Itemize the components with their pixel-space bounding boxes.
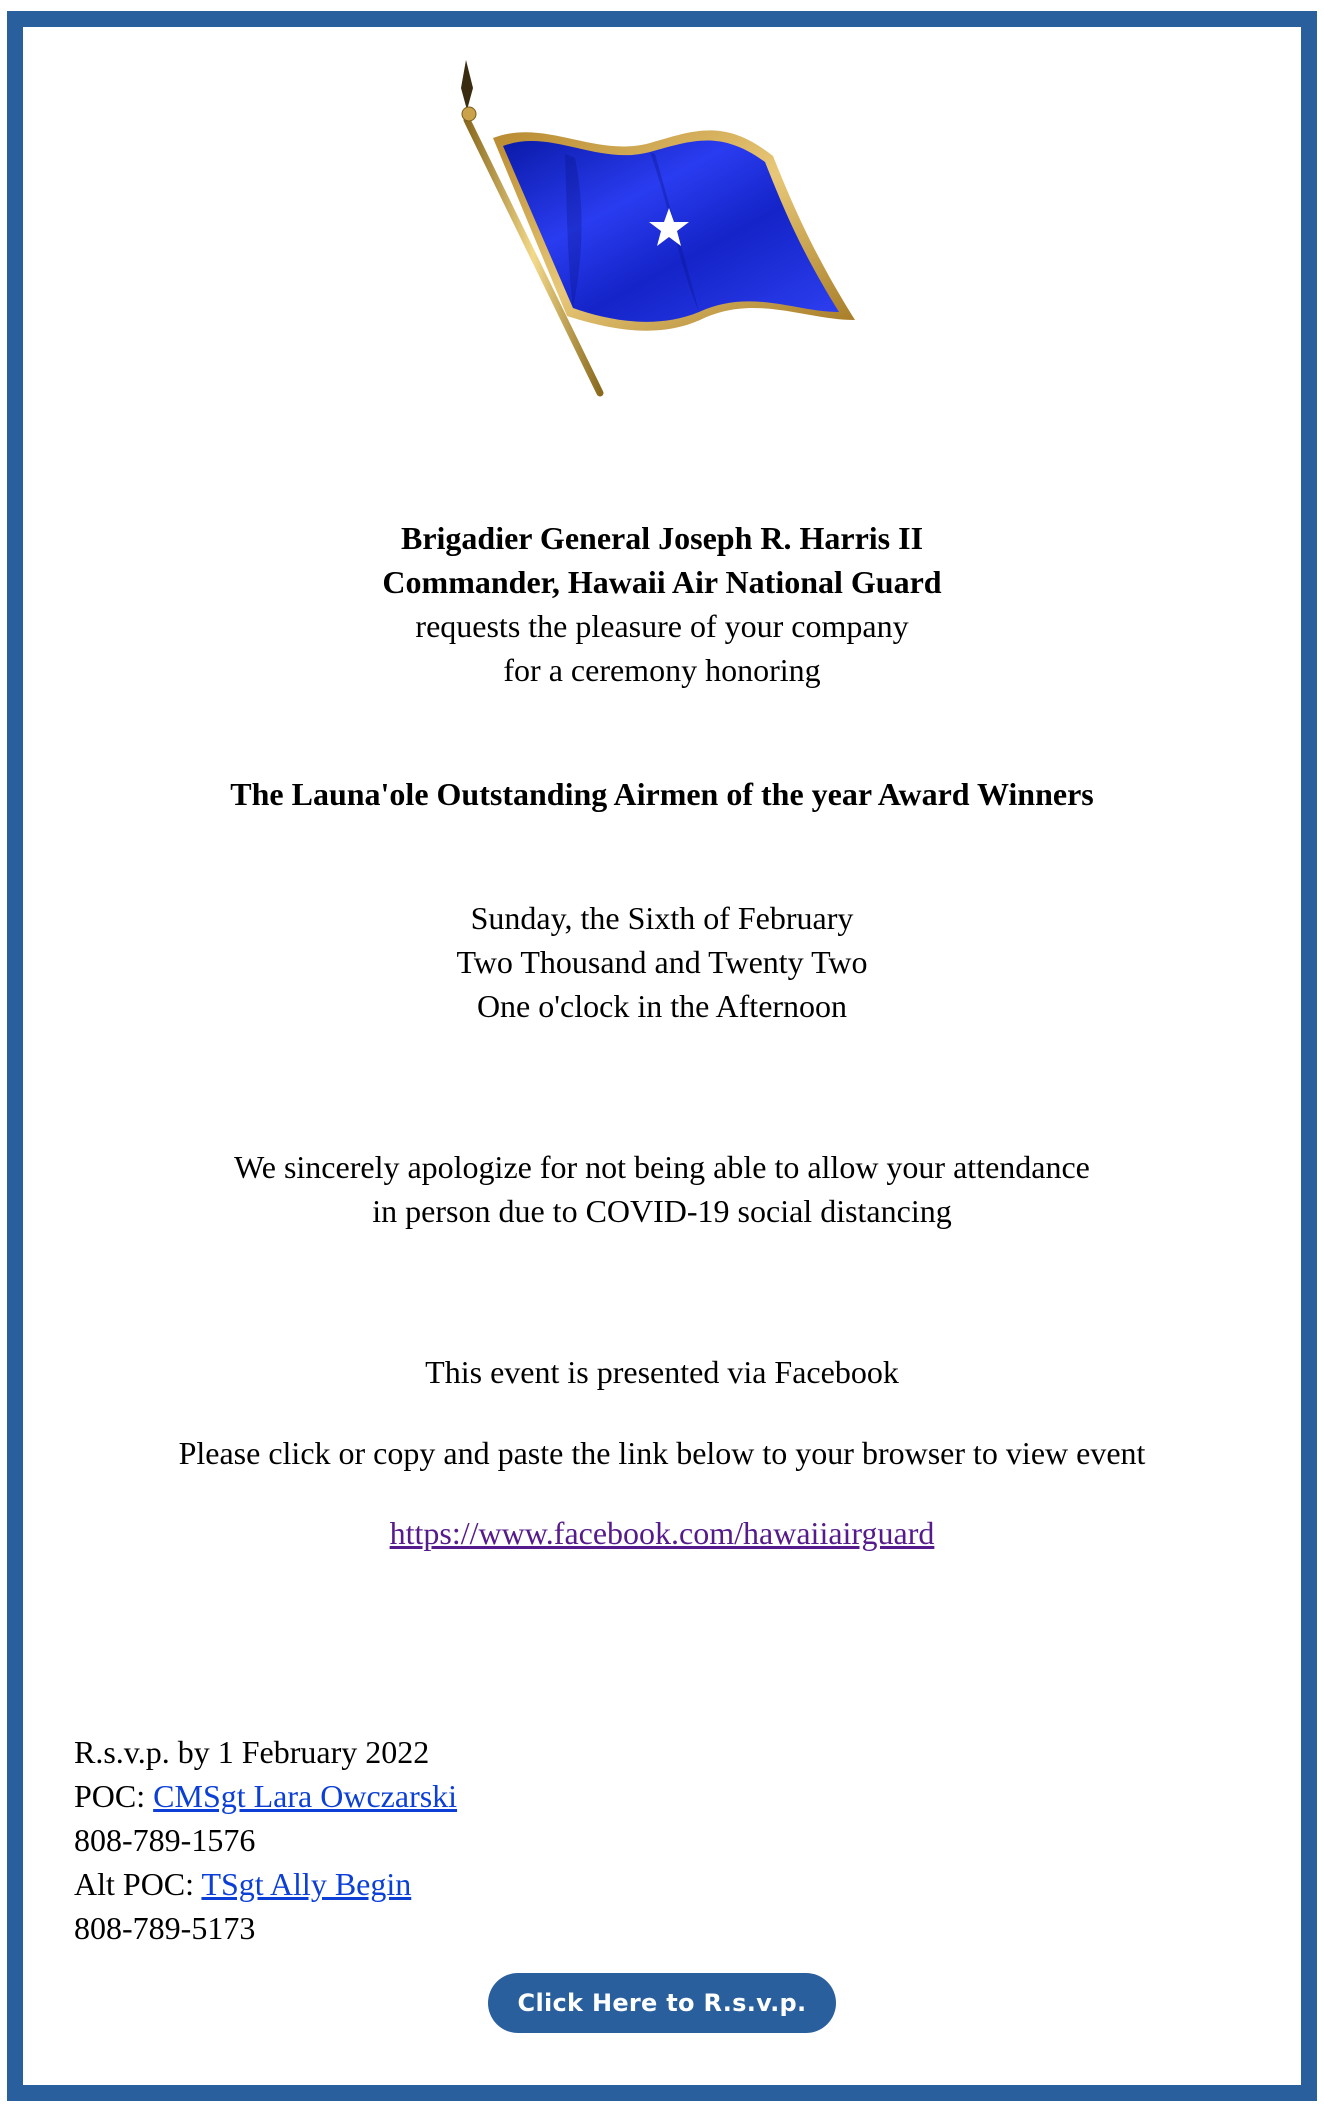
host-request-line: requests the pleasure of your company bbox=[415, 608, 909, 644]
host-title: Commander, Hawaii Air National Guard bbox=[382, 564, 942, 600]
rsvp-info bbox=[74, 1730, 457, 1950]
poc-row bbox=[74, 1774, 457, 1818]
facebook-link[interactable]: https://www.facebook.com/hawaiiairguard bbox=[389, 1515, 935, 1551]
facebook-instructions-text: Please click or copy and paste the link below to your browser to view event bbox=[178, 1435, 1146, 1471]
rsvp-deadline: R.s.v.p. by 1 February 2022 bbox=[74, 1734, 430, 1770]
event-time: One o'clock in the Afternoon bbox=[476, 988, 848, 1024]
poc-label: POC: bbox=[74, 1778, 154, 1814]
apology-line-2: in person due to COVID-19 social distancing bbox=[372, 1193, 952, 1229]
host-ceremony-line: for a ceremony honoring bbox=[503, 652, 821, 688]
event-date-block bbox=[0, 896, 1324, 1028]
facebook-presented-text: This event is presented via Facebook bbox=[425, 1354, 899, 1390]
event-year: Two Thousand and Twenty Two bbox=[456, 944, 868, 980]
rsvp-button[interactable]: Click Here to R.s.v.p. bbox=[488, 1973, 836, 2033]
apology-block bbox=[0, 1145, 1324, 1233]
event-day: Sunday, the Sixth of February bbox=[470, 900, 854, 936]
alt-poc-phone: 808-789-5173 bbox=[74, 1910, 256, 1946]
honorees-title: The Launa'ole Outstanding Airmen of the year Award Winners bbox=[230, 776, 1094, 812]
facebook-link-row bbox=[0, 1511, 1324, 1555]
host-name: Brigadier General Joseph R. Harris II bbox=[400, 520, 924, 556]
poc-phone: 808-789-1576 bbox=[74, 1822, 256, 1858]
poc-name-link[interactable]: CMSgt Lara Owczarski bbox=[153, 1778, 458, 1814]
apology-line-1: We sincerely apologize for not being able to allow your attendance bbox=[234, 1149, 1090, 1185]
alt-poc-name-link[interactable]: TSgt Ally Begin bbox=[201, 1866, 412, 1902]
host-block bbox=[0, 516, 1324, 692]
alt-poc-row bbox=[74, 1862, 457, 1906]
alt-poc-label: Alt POC: bbox=[74, 1866, 202, 1902]
brigadier-general-flag-icon bbox=[455, 58, 865, 398]
